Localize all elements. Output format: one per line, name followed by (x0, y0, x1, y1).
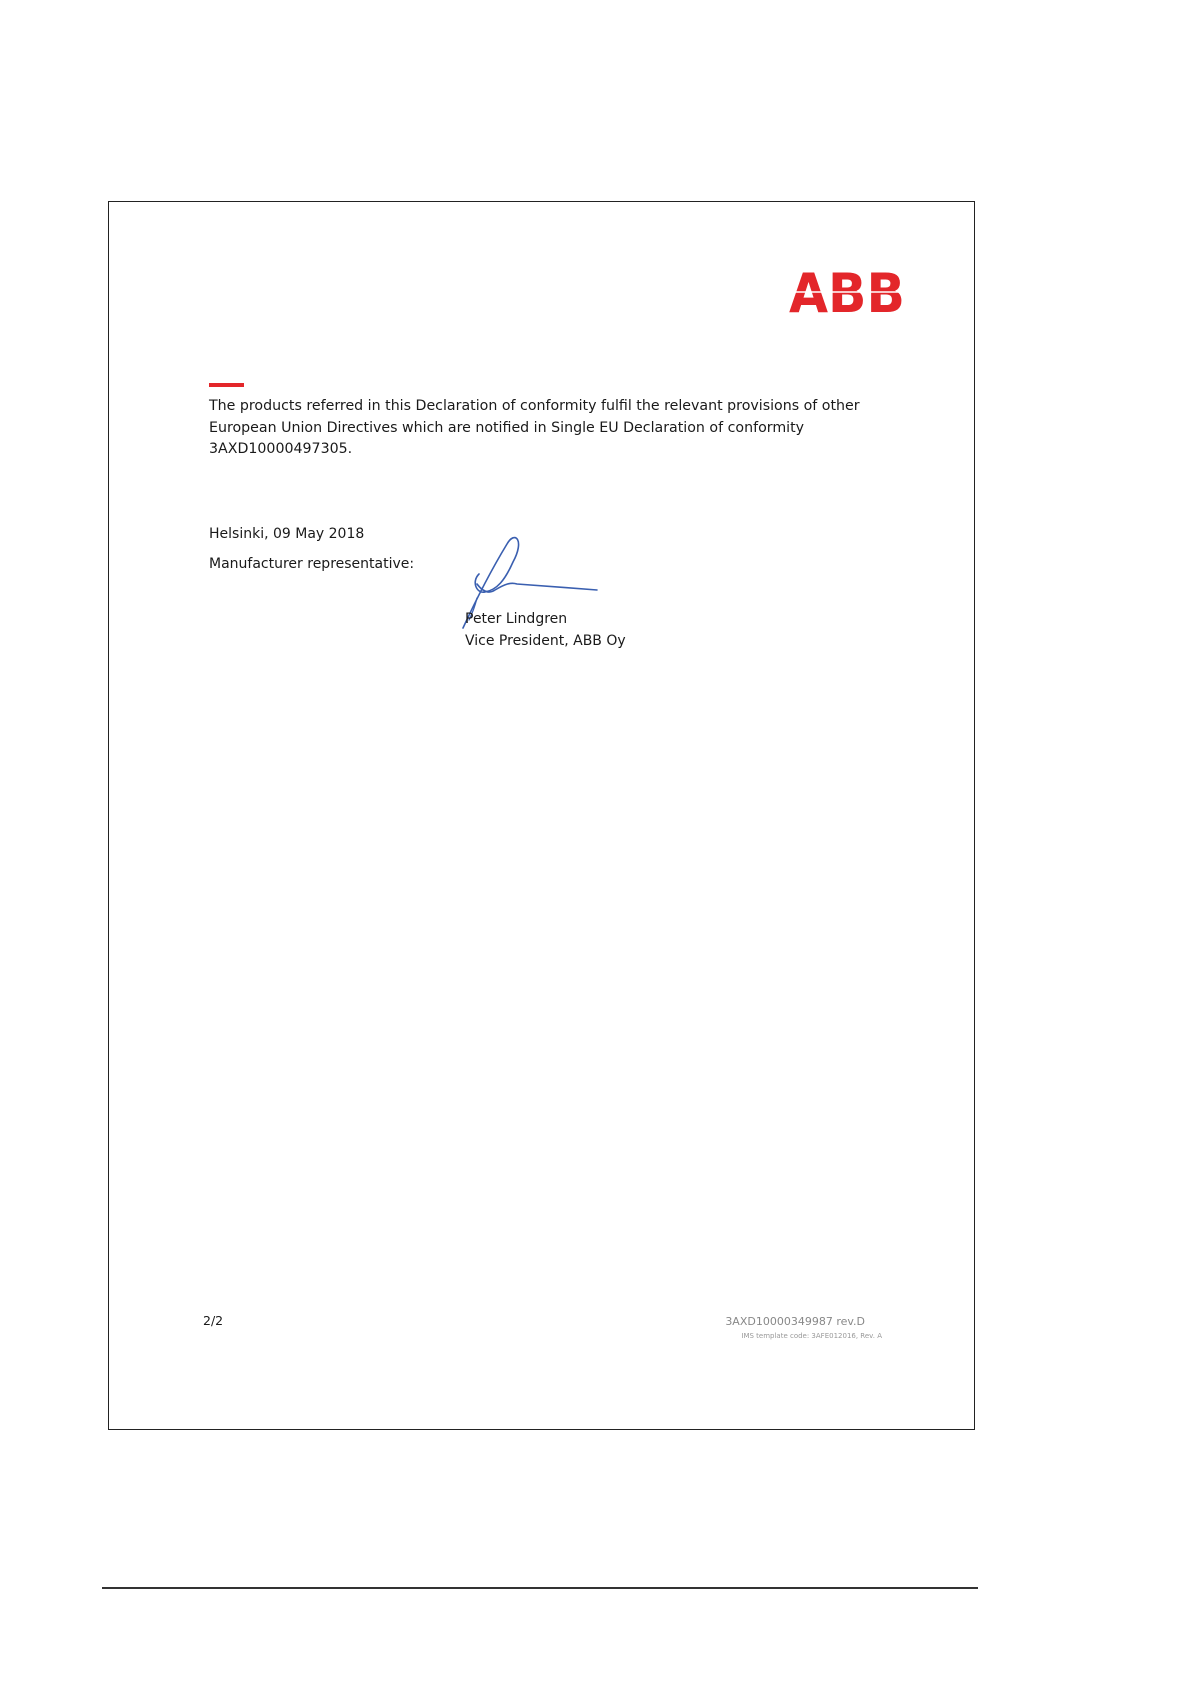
bottom-rule (102, 1587, 978, 1589)
representative-label: Manufacturer representative: (209, 556, 415, 572)
red-accent-bar (209, 383, 244, 387)
signer-block (465, 609, 626, 652)
declaration-line: 3AXD10000497305. (209, 441, 353, 457)
signer-title: Vice President, ABB Oy (465, 632, 626, 649)
place-and-date: Helsinki, 09 May 2018 (209, 526, 365, 542)
template-code: IMS template code: 3AFE012016, Rev. A (741, 1332, 882, 1340)
declaration-paragraph (209, 396, 869, 461)
abb-logo (789, 270, 905, 314)
abb-logo-text: ABB (789, 270, 905, 314)
declaration-line: European Union Directives which are notified in Single EU Declaration of conformity (209, 419, 805, 436)
page-number: 2/2 (203, 1313, 224, 1328)
signer-name: Peter Lindgren (465, 611, 568, 627)
document-id: 3AXD10000349987 rev.D (725, 1315, 865, 1328)
declaration-line: The products referred in this Declaration of conformity fulfil the relevant provisions of other (209, 398, 860, 414)
